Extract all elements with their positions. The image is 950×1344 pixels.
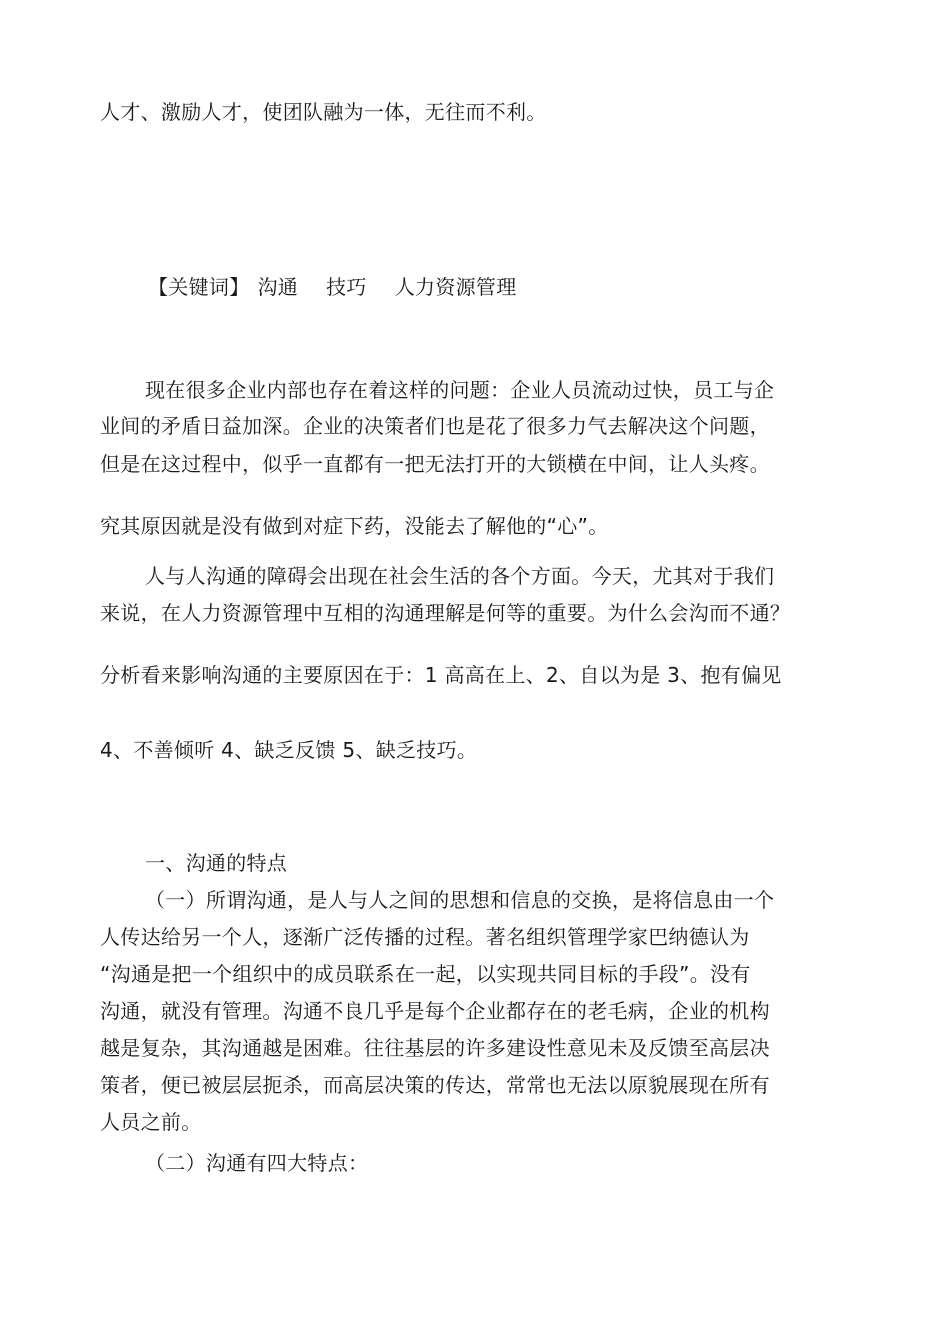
paragraph-line: 但是在这过程中，似乎一直都有一把无法打开的大锁横在中间，让人头疼。: [100, 452, 770, 476]
paragraph-line: 分析看来影响沟通的主要原因在于：1 高高在上、2、自以为是 3、抱有偏见: [100, 663, 782, 687]
intro-tail-line: 人才、激励人才，使团队融为一体，无往而不利。: [100, 100, 547, 124]
keywords-label: 【关键词】: [148, 275, 250, 299]
paragraph-line: 来说，在人力资源管理中互相的沟通理解是何等的重要。为什么会沟而不通？: [100, 601, 791, 625]
paragraph-line: 现在很多企业内部也存在着这样的问题：企业人员流动过快，员工与企: [145, 378, 775, 402]
paragraph-line: “沟通是把一个组织中的成员联系在一起，以实现共同目标的手段”。没有: [100, 962, 751, 986]
paragraph-line: （一）所谓沟通，是人与人之间的思想和信息的交换，是将信息由一个: [145, 888, 775, 912]
paragraph-line: 沟通，就没有管理。沟通不良几乎是每个企业都存在的老毛病，企业的机构: [100, 999, 770, 1023]
keyword-item: 人力资源管理: [394, 275, 517, 299]
paragraph-line: 4、不善倾听 4、缺乏反馈 5、缺乏技巧。: [100, 738, 478, 762]
section-heading: 一、沟通的特点: [145, 851, 288, 875]
keyword-item: 技巧: [326, 275, 367, 299]
subsection-heading: （二）沟通有四大特点：: [145, 1151, 369, 1175]
keyword-item: 沟通: [257, 275, 299, 299]
paragraph-line: 策者，便已被层层扼杀，而高层决策的传达，常常也无法以原貌展现在所有: [100, 1073, 770, 1097]
keywords-line: [148, 273, 517, 301]
paragraph-line: 人员之前。: [100, 1110, 202, 1134]
paragraph-line: 业间的矛盾日益加深。企业的决策者们也是花了很多力气去解决这个问题，: [100, 414, 770, 438]
paragraph-line: 究其原因就是没有做到对症下药，没能去了解他的“心”。: [100, 514, 609, 538]
paragraph-line: 人传达给另一个人，逐渐广泛传播的过程。著名组织管理学家巴纳德认为: [100, 925, 750, 949]
paragraph-line: 人与人沟通的障碍会出现在社会生活的各个方面。今天，尤其对于我们: [145, 564, 775, 588]
paragraph-line: 越是复杂，其沟通越是困难。往往基层的许多建设性意见未及反馈至高层决: [100, 1036, 770, 1060]
